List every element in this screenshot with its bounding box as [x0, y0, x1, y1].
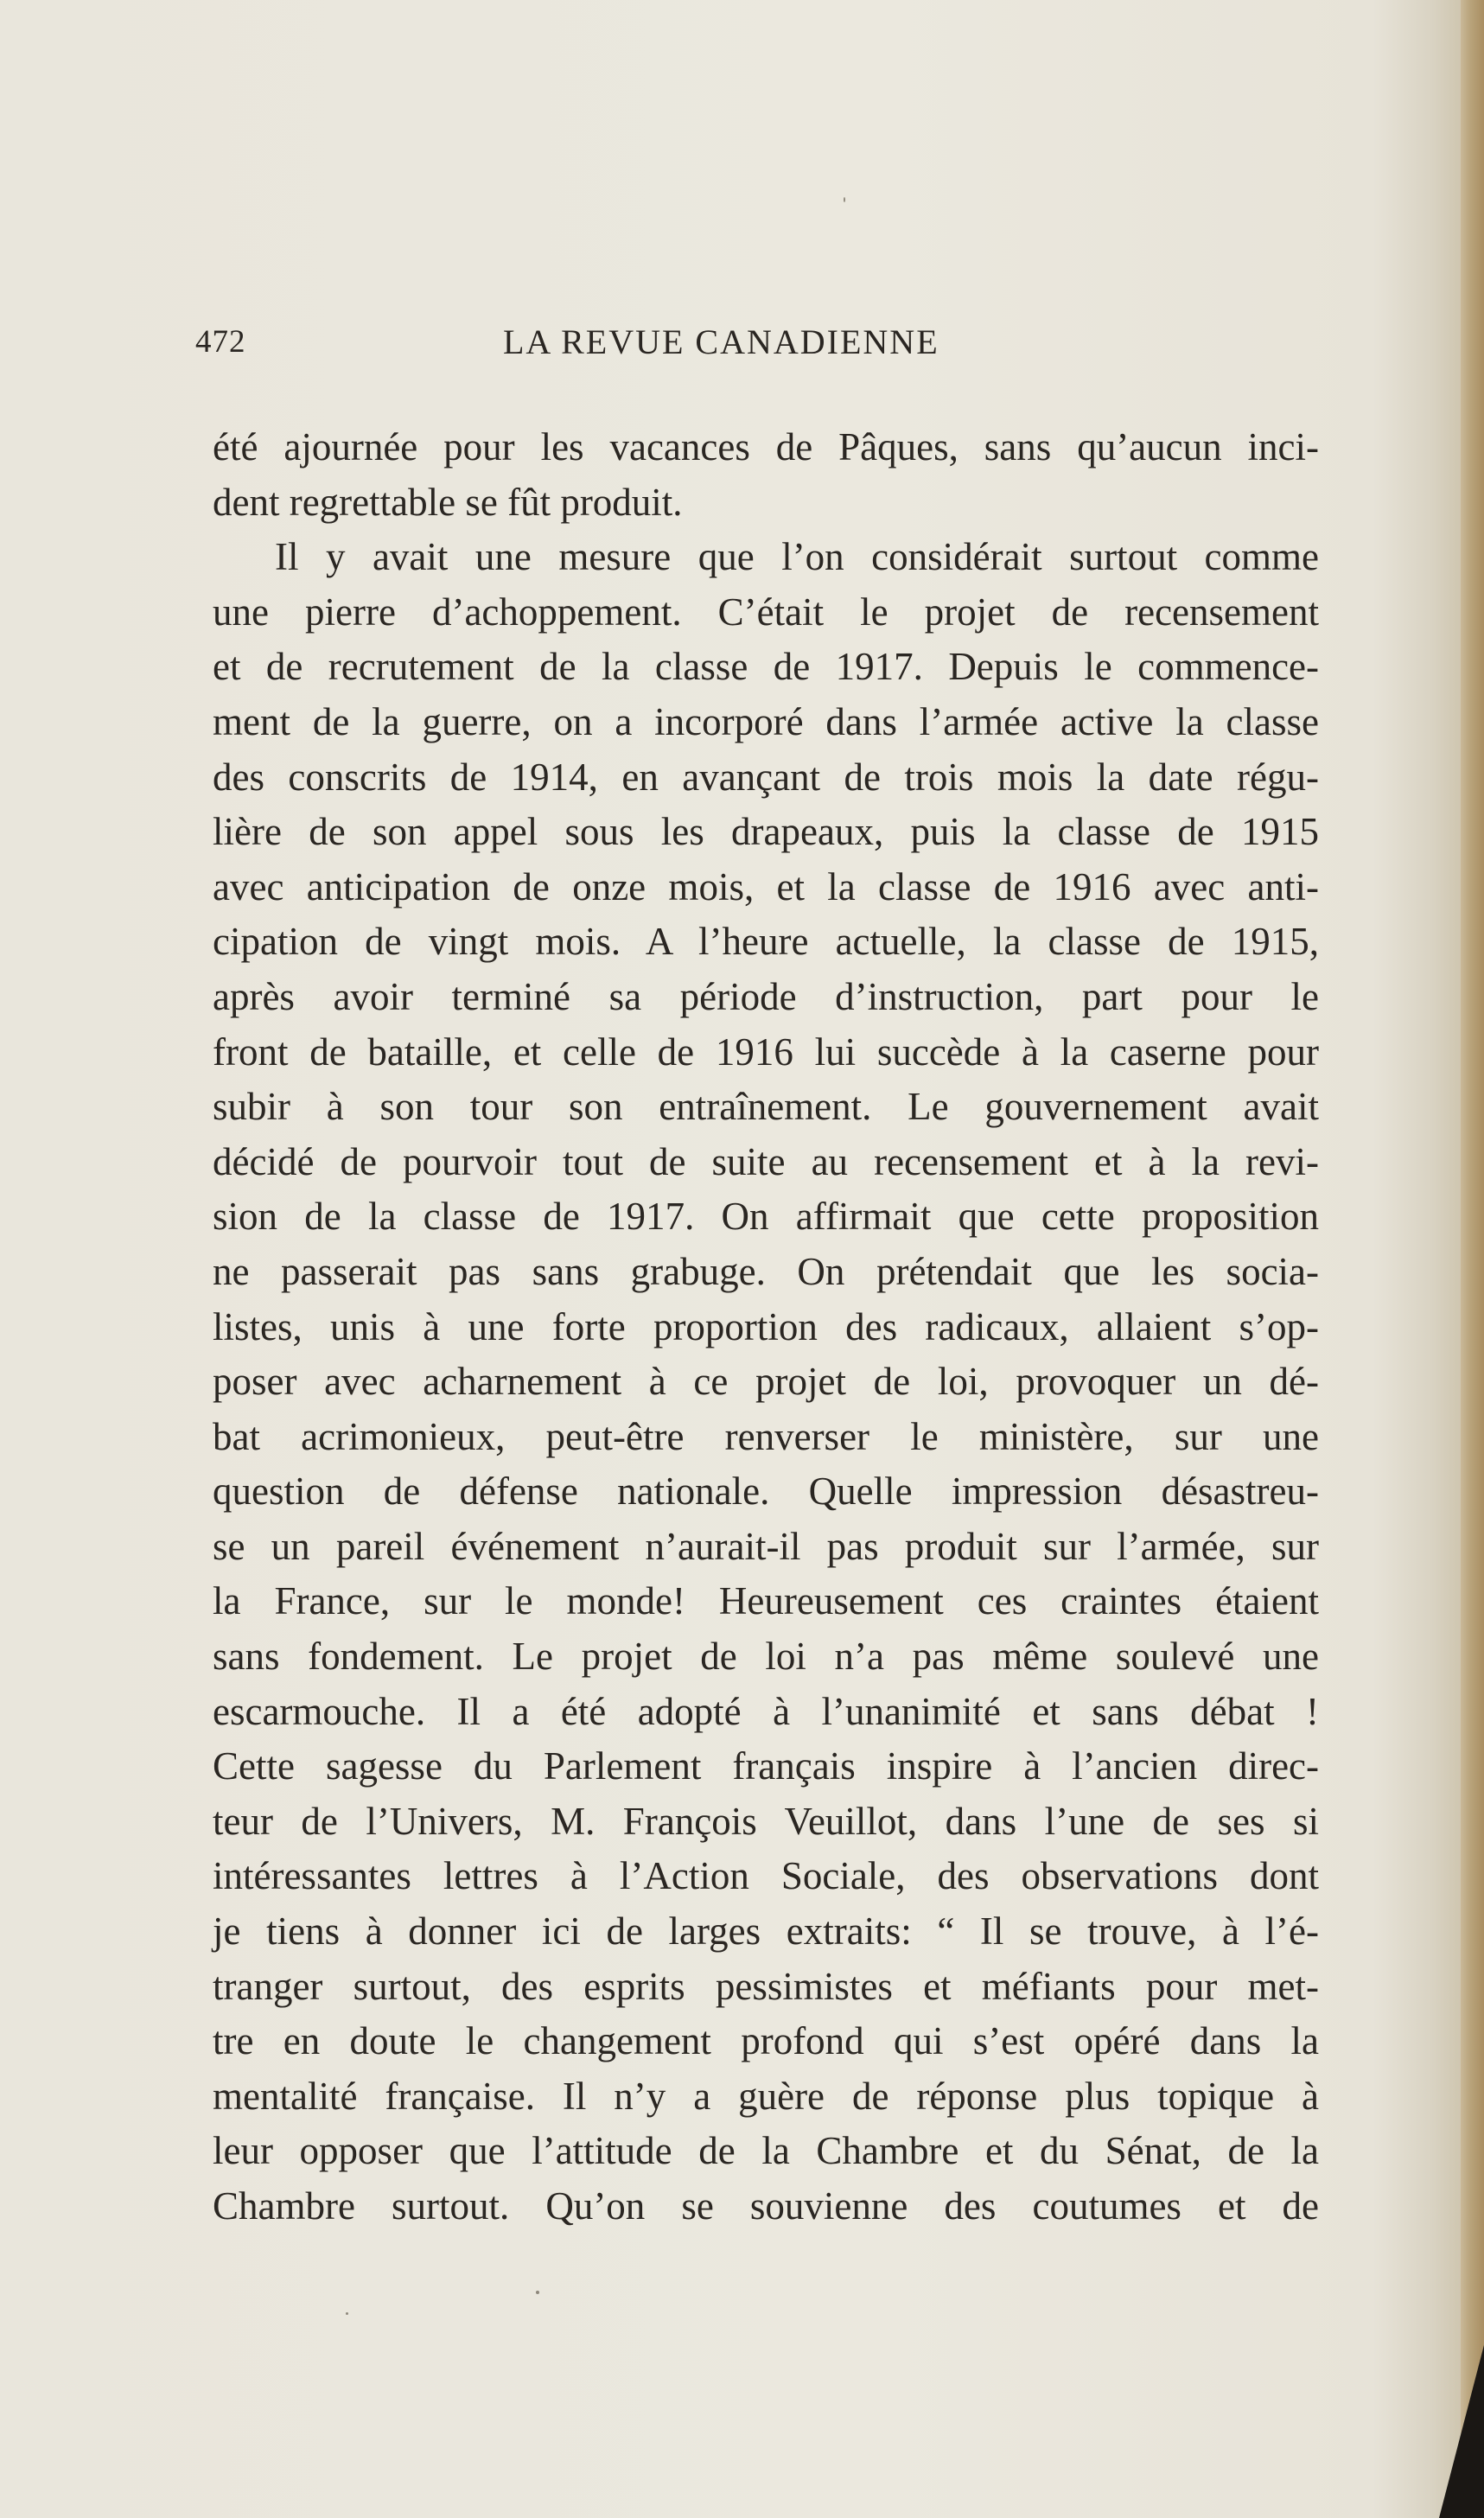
text-line: mentalité française. Il n’y a guère de réponse plus topique à [213, 2074, 1319, 2118]
text-line: question de défense nationale. Quelle impression désastreu- [213, 1469, 1319, 1514]
text-line: sion de la classe de 1917. On affirmait que cette proposition [213, 1195, 1319, 1239]
running-title: LA REVUE CANADIENNE [503, 322, 939, 361]
page-edge [1461, 0, 1484, 2518]
text-line: front de bataille, et celle de 1916 lui succède à la caserne pour [213, 1030, 1319, 1074]
page-corner-shadow [1439, 2345, 1484, 2518]
text-line: sans fondement. Le projet de loi n’a pas même soulevé une [213, 1635, 1319, 1679]
text-line: teur de l’Univers, M. François Veuillot, dans l’une de ses si [213, 1799, 1319, 1843]
text-line: avec anticipation de onze mois, et la classe de 1916 avec anti- [213, 864, 1319, 908]
page-header [195, 318, 1310, 370]
paper-speck [536, 2291, 539, 2294]
text-line: intéressantes lettres à l’Action Sociale, des observations dont [213, 1854, 1319, 1898]
text-line: été ajournée pour les vacances de Pâques, sans qu’aucun inci- [213, 425, 1319, 469]
text-line: se un pareil événement n’aurait-il pas produit sur l’armée, sur [213, 1524, 1319, 1568]
text-line: une pierre d’achoppement. C’était le projet de recensement [213, 590, 1319, 634]
page-number: 472 [195, 324, 246, 360]
text-line: la France, sur le monde! Heureusement ces craintes étaient [213, 1579, 1319, 1623]
text-line: dent regrettable se fût produit. [213, 480, 683, 524]
text-line: lière de son appel sous les drapeaux, puis la classe de 1915 [213, 810, 1319, 854]
text-line: poser avec acharnement à ce projet de loi, provoquer un dé- [213, 1360, 1319, 1404]
text-line: ment de la guerre, on a incorporé dans l’armée active la classe [213, 699, 1319, 743]
text-line: ne passerait pas sans grabuge. On prétendait que les socia- [213, 1249, 1319, 1293]
text-line: Il y avait une mesure que l’on considérait surtout comme [275, 535, 1319, 579]
paper-speck [346, 2312, 348, 2315]
text-line: des conscrits de 1914, en avançant de trois mois la date régu- [213, 755, 1319, 799]
text-line: Chambre surtout. Qu’on se souvienne des coutumes et de [213, 2184, 1319, 2228]
text-line: cipation de vingt mois. A l’heure actuelle, la classe de 1915, [213, 920, 1319, 964]
text-line: leur opposer que l’attitude de la Chambre et du Sénat, de la [213, 2129, 1319, 2173]
paper-speck [844, 197, 845, 202]
text-line: escarmouche. Il a été adopté à l’unanimité et sans débat ! [213, 1689, 1319, 1733]
text-line: bat acrimonieux, peut-être renverser le ministère, sur une [213, 1414, 1319, 1458]
text-line: je tiens à donner ici de larges extraits: “ Il se trouve, à l’é- [213, 1909, 1319, 1954]
text-line: listes, unis à une forte proportion des radicaux, allaient s’op- [213, 1304, 1319, 1348]
body-text [213, 420, 1319, 2234]
text-line: décidé de pourvoir tout de suite au recensement et à la revi- [213, 1139, 1319, 1183]
text-line: tranger surtout, des esprits pessimistes et méfiants pour met- [213, 1964, 1319, 2008]
text-line: après avoir terminé sa période d’instruction, part pour le [213, 974, 1319, 1018]
text-line: subir à son tour son entraînement. Le gouvernement avait [213, 1085, 1319, 1129]
text-line: Cette sagesse du Parlement français inspire à l’ancien direc- [213, 1744, 1319, 1788]
text-line: et de recrutement de la classe de 1917. Depuis le commence- [213, 645, 1319, 689]
text-line: tre en doute le changement profond qui s’est opéré dans la [213, 2019, 1319, 2063]
